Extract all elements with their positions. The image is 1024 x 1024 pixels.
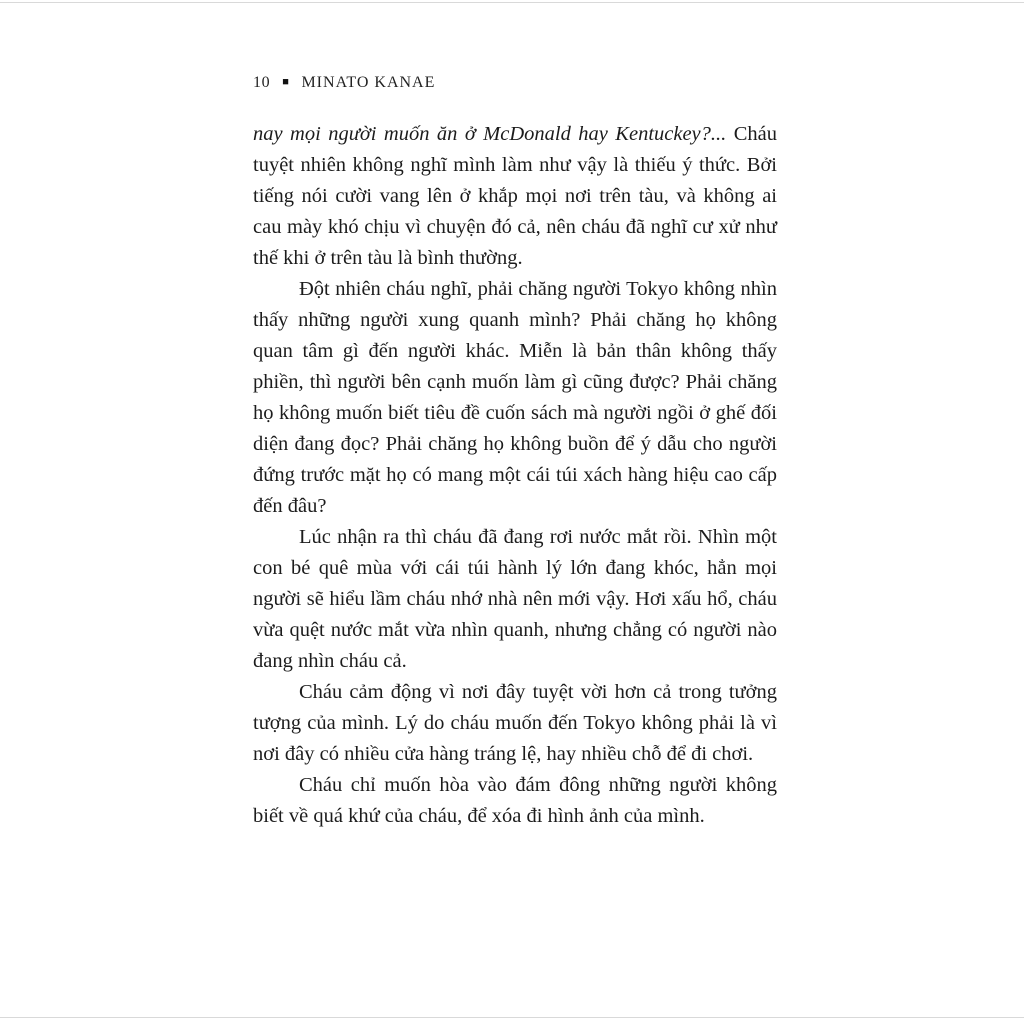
page-number: 10 (253, 74, 271, 91)
page-header (253, 74, 777, 92)
text-block (253, 74, 777, 832)
running-title: MINATO KANAE (301, 74, 436, 91)
paragraph: Cháu chỉ muốn hòa vào đám đông những người không biết về quá khứ của cháu, để xóa đi hình ảnh của mình. (253, 774, 777, 827)
square-bullet-icon: ■ (282, 75, 290, 88)
scan-edge-bottom (0, 1017, 1024, 1018)
paragraph: Đột nhiên cháu nghĩ, phải chăng người Tokyo không nhìn thấy những người xung quanh mình? Phải chăng họ không quan tâm gì đến người khác. Miễn là bản thân không thấy phiền, thì người bên cạnh muốn làm gì cũng được? Phải chăng họ không muốn biết tiêu đề cuốn sách mà người ngồi ở ghế đối diện đang đọc? Phải chăng họ không buồn để ý dẫu cho người đứng trước mặt họ có mang một cái túi xách hàng hiệu cao cấp đến đâu? (253, 278, 777, 517)
paragraph (253, 119, 777, 274)
paragraph: Cháu cảm động vì nơi đây tuyệt vời hơn cả trong tưởng tượng của mình. Lý do cháu muốn đến Tokyo không phải là vì nơi đây có nhiều cửa hàng tráng lệ, hay nhiều chỗ để đi chơi. (253, 681, 777, 765)
scan-edge-top (0, 2, 1024, 3)
paragraph: Lúc nhận ra thì cháu đã đang rơi nước mắt rồi. Nhìn một con bé quê mùa với cái túi hành lý lớn đang khóc, hẳn mọi người sẽ hiểu lầm cháu nhớ nhà nên mới vậy. Hơi xấu hổ, cháu vừa quệt nước mắt vừa nhìn quanh, nhưng chẳng có người nào đang nhìn cháu cả. (253, 526, 777, 672)
paragraph-text: Cháu tuyệt nhiên không nghĩ mình làm như vậy là thiếu ý thức. Bởi tiếng nói cười vang lên ở khắp mọi nơi trên tàu, và không ai cau mày khó chịu vì chuyện đó cả, nên cháu đã nghĩ cư xử như thế khi ở trên tàu là bình thường. (253, 123, 777, 269)
body-text (253, 119, 777, 832)
paragraph-italic-lead: nay mọi người muốn ăn ở McDonald hay Kentuckey?... (253, 123, 727, 145)
